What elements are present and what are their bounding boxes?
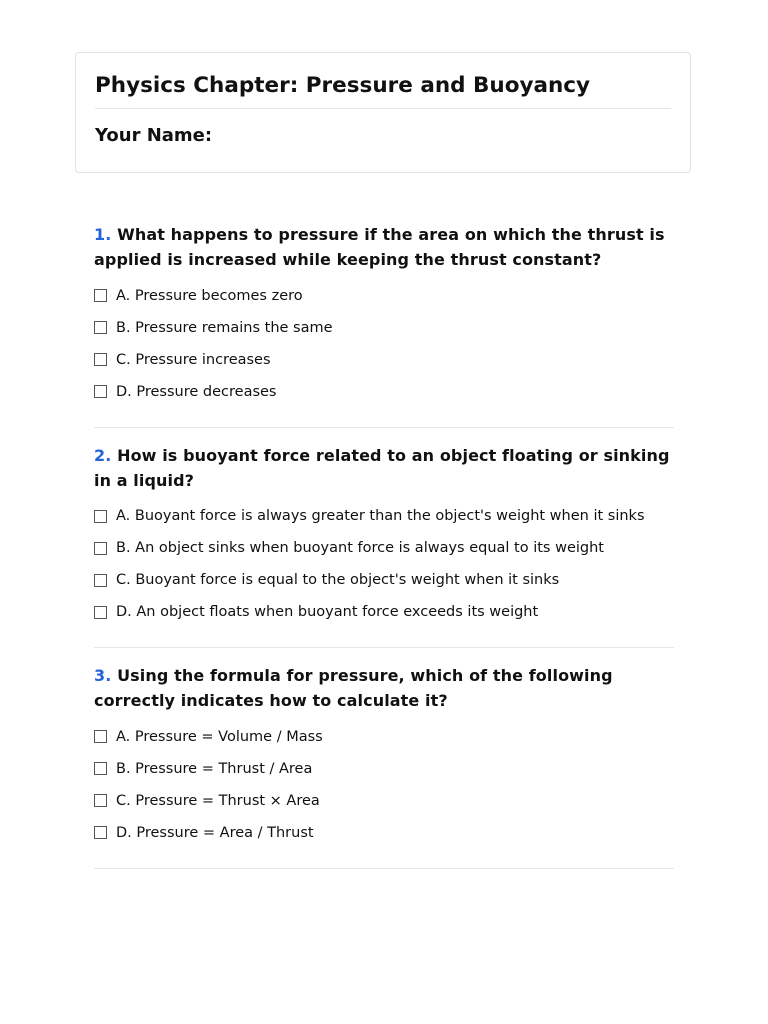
option-label: D. Pressure = Area / Thrust (116, 824, 314, 841)
option-checkbox[interactable] (94, 574, 107, 587)
option-checkbox[interactable] (94, 794, 107, 807)
option-label: A. Pressure becomes zero (116, 287, 303, 304)
question-text (94, 222, 674, 273)
option-item[interactable] (94, 726, 674, 748)
option-label: A. Buoyant force is always greater than the object's weight when it sinks (116, 508, 645, 525)
option-checkbox[interactable] (94, 730, 107, 743)
question-number: 2. (94, 445, 112, 465)
option-item[interactable] (94, 285, 674, 307)
option-checkbox[interactable] (94, 385, 107, 398)
page-title: Physics Chapter: Pressure and Buoyancy (95, 73, 591, 98)
option-item[interactable] (94, 349, 674, 371)
question-2 (94, 443, 674, 649)
option-checkbox[interactable] (94, 542, 107, 555)
option-label: C. Pressure = Thrust × Area (116, 792, 320, 809)
option-label: C. Pressure increases (116, 351, 271, 368)
option-label: C. Buoyant force is equal to the object's weight when it sinks (116, 572, 560, 589)
option-label: B. Pressure remains the same (116, 319, 333, 336)
question-number: 1. (94, 225, 112, 244)
option-list (94, 726, 674, 844)
option-checkbox[interactable] (94, 353, 107, 366)
header-card (75, 52, 691, 173)
question-1 (94, 222, 674, 428)
question-prompt: Using the formula for pressure, which of the following correctly indicates how to calculate it? (94, 666, 613, 711)
question-text (94, 443, 674, 494)
option-label: B. An object sinks when buoyant force is always equal to its weight (116, 540, 604, 557)
option-checkbox[interactable] (94, 510, 107, 523)
option-label: A. Pressure = Volume / Mass (116, 728, 323, 745)
option-item[interactable] (94, 601, 674, 623)
question-number: 3. (94, 666, 112, 686)
question-prompt: How is buoyant force related to an object floating or sinking in a liquid? (94, 445, 670, 490)
question-3 (94, 663, 674, 869)
option-label: D. Pressure decreases (116, 383, 277, 400)
option-item[interactable] (94, 317, 674, 339)
option-item[interactable] (94, 790, 674, 812)
question-prompt: What happens to pressure if the area on which the thrust is applied is increased while keeping the thrust constant? (94, 225, 665, 270)
header-divider (95, 108, 671, 109)
question-text (94, 663, 674, 714)
option-item[interactable] (94, 822, 674, 844)
option-checkbox[interactable] (94, 289, 107, 302)
option-checkbox[interactable] (94, 826, 107, 839)
option-label: D. An object floats when buoyant force exceeds its weight (116, 604, 539, 621)
name-label: Your Name: (95, 125, 213, 146)
option-label: B. Pressure = Thrust / Area (116, 760, 313, 777)
option-list (94, 505, 674, 623)
option-checkbox[interactable] (94, 321, 107, 334)
option-list (94, 285, 674, 403)
question-list (94, 222, 674, 884)
option-checkbox[interactable] (94, 606, 107, 619)
option-item[interactable] (94, 569, 674, 591)
option-item[interactable] (94, 381, 674, 403)
option-item[interactable] (94, 537, 674, 559)
option-checkbox[interactable] (94, 762, 107, 775)
option-item[interactable] (94, 758, 674, 780)
option-item[interactable] (94, 505, 674, 527)
